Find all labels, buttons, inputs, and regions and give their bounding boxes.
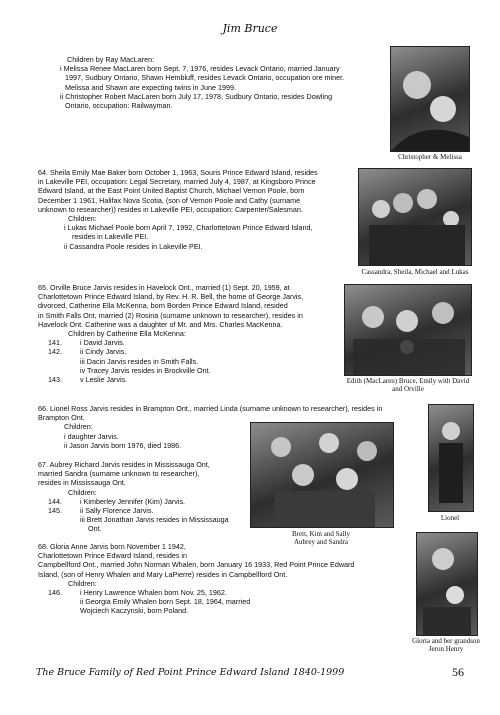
caption-line: Brett, Kim and Sally <box>292 530 350 538</box>
text-line: ii Christopher Robert MacLaren born July 17, 1978, Sudbury Ontario, resides Dowling <box>60 91 333 101</box>
text-line: Melissa and Shawn are expecting twins in June 1999. <box>65 82 237 92</box>
caption-line: Christopher & Melissa <box>398 153 462 161</box>
page-number: 56 <box>452 665 464 679</box>
child-row <box>38 338 303 347</box>
photo-christopher-melissa <box>390 46 470 152</box>
text-line: 65. Orville Bruce Jarvis resides in Havelock Ont., married (1) Sept. 20, 1959, at <box>38 283 290 292</box>
text-line: 68. Gloria Anne Jarvis born November 1 1942, <box>38 542 186 551</box>
photo-image <box>345 285 471 375</box>
text-line: Children: <box>68 578 97 588</box>
caption-line: Gloria and her grandson <box>412 637 480 645</box>
text-line: December 1 1961, Halifax Nova Scotia, (son of Vernon Poole and Cathy (surname <box>38 195 301 205</box>
caption-lionel <box>420 514 480 522</box>
text-line: ii Jason Jarvis born 1976, died 1986. <box>64 440 182 450</box>
text-block-children-ray <box>60 55 344 110</box>
text-line: divorced, Catherine Ella McKenna, born Borden Prince Edward Island, resided <box>38 301 288 311</box>
child-number: 145. <box>48 506 62 516</box>
caption-line: Cassandra, Sheila, Michael and Lukas <box>361 268 469 276</box>
child-number: 141. <box>48 338 62 348</box>
text-line: in Smith Falls Ont, married (2) Rosina (surname unknown to researcher), resides in <box>38 310 303 320</box>
child-row <box>38 597 354 606</box>
text-line: Brampton Ont. <box>38 413 85 423</box>
photo-image <box>251 423 393 527</box>
text-line: Island, (son of Henry Whalen and Mary LaPierre) resides in Campbellford Ont. <box>38 569 288 579</box>
child-row <box>38 506 229 515</box>
photo-poole-family <box>358 168 472 266</box>
text-line: Children by Catherine Ella McKenna: <box>68 329 186 339</box>
child-text: iii Dacin Jarvis resides in Smith Falls. <box>80 356 199 366</box>
photo-image <box>429 405 473 511</box>
photo-edith-emily-david-orville <box>344 284 472 376</box>
child-text: i David Jarvis. <box>80 338 125 348</box>
child-number: 144. <box>48 496 62 506</box>
text-line: in Lakeville PEI, occupation: Legal Secretary, married July 4, 1987, at Kingsboro Prince <box>38 177 316 187</box>
child-number: 146. <box>48 588 62 598</box>
child-text: iii Brett Jonathan Jarvis resides in Mississauga <box>80 515 229 525</box>
photo-image <box>391 47 469 151</box>
child-text: ii Sally Florence Jarvis. <box>80 506 154 516</box>
text-line: 1997, Sudbury Ontario, Shawn Hembluff, resides Levack Ontario, occupation ore miner. <box>65 73 345 83</box>
child-number: 143. <box>48 375 62 385</box>
caption-line: Jeron Henry <box>428 645 464 654</box>
child-text: ii Georgia Emily Whalen born Sept. 18, 1964, married <box>80 597 251 607</box>
caption-line: and Orville <box>392 385 424 394</box>
child-row <box>38 357 303 366</box>
child-number: 142. <box>48 347 62 357</box>
child-row <box>38 497 229 506</box>
text-block-64 <box>38 168 318 251</box>
text-line: i Lukas Michael Poole born April 7, 1992, Charlottetown Prince Edward Island, <box>64 223 313 233</box>
photo-lionel <box>428 404 474 512</box>
child-text: Ont. <box>88 524 102 534</box>
text-line: Havelock Ont. Catherine was a daughter of Mr. and Mrs. Charles MacKenna. <box>38 319 283 329</box>
caption-line: Edith (MacLaren) Bruce, Emily with David <box>346 377 470 385</box>
child-row <box>38 366 303 375</box>
text-line: unknown to researcher)) resides in Lakeville PEI, occupation: Carpenter/Salesman. <box>38 204 303 214</box>
caption-christopher-melissa <box>385 153 475 161</box>
text-line: Charlottetown Prince Edward Island, by Rev. H. R. Bell, the home of George Jarvis, <box>38 292 304 302</box>
text-block-68 <box>38 542 354 616</box>
page-footer-title: The Bruce Family of Red Point Prince Edward Island 1840-1999 <box>36 667 345 678</box>
text-line: Charlottetown Prince Edward Island, resides in <box>38 551 188 561</box>
caption-line: Aubrey and Sandra <box>293 538 349 547</box>
text-line: Children: <box>68 214 97 224</box>
caption-line: Lionel <box>440 514 460 522</box>
child-row <box>38 347 303 356</box>
child-text: v Leslie Jarvis. <box>80 375 128 385</box>
photo-image <box>417 533 477 635</box>
text-line: ii Cassandra Poole resides in Lakeville PEI. <box>64 241 203 251</box>
child-row <box>38 524 229 533</box>
child-text: i Kimberley Jennifer (Kim) Jarvis. <box>80 496 186 506</box>
child-row <box>38 375 303 384</box>
text-line: resides in Lakeville PEI. <box>72 232 149 242</box>
text-line: 66. Lionel Ross Jarvis resides in Brampton Ont., married Linda (surname unknown to researcher), resides in <box>38 404 383 413</box>
text-line: i daughter Jarvis. <box>64 431 119 441</box>
text-block-67 <box>38 460 229 534</box>
text-block-65 <box>38 283 303 384</box>
text-line: Children: <box>64 422 93 432</box>
text-line: 67. Aubrey Richard Jarvis resides in Mississauga Ont, <box>38 460 210 469</box>
text-line: Ontario, occupation: Railwayman. <box>65 101 173 111</box>
photo-image <box>359 169 471 265</box>
child-text: ii Cindy Jarvis. <box>80 347 127 357</box>
child-text: i Henry Lawrence Whalen born Nov. 25, 1962. <box>80 588 227 598</box>
text-line: Children: <box>68 487 97 497</box>
text-line: 64. Sheila Emily Mae Baker born October 1, 1963, Souris Prince Edward Island, resides <box>38 168 318 177</box>
child-text: Wojciech Kaczynski, born Poland. <box>80 606 189 616</box>
text-line: married Sandra (surname unknown to researcher), <box>38 469 200 479</box>
child-text: iv Tracey Jarvis resides in Brockville Ont. <box>80 365 211 375</box>
caption-gloria-grandson <box>404 637 488 654</box>
caption-poole-family <box>350 268 480 276</box>
caption-edith-emily <box>338 377 478 394</box>
photo-jarvis-group <box>250 422 394 528</box>
child-row <box>38 515 229 524</box>
text-line: i Melissa Renee MacLaren born Sept. 7, 1976, resides Levack Ontario, married January <box>60 64 340 74</box>
text-line: resides in Mississauga Ont. <box>38 478 126 488</box>
child-row <box>38 588 354 597</box>
child-row <box>38 606 354 615</box>
page-header: Jim Bruce <box>222 22 278 35</box>
text-line: Campbellford Ont., married John Norman Whalen, born January 16 1933, Red Point Prince Edward <box>38 560 355 570</box>
text-line: Edward Island, at the East Point United Baptist Church, Michael Vernon Poole, born <box>38 186 305 196</box>
photo-gloria-grandson <box>416 532 478 636</box>
text-line: Children by Ray MacLaren: <box>67 55 155 64</box>
